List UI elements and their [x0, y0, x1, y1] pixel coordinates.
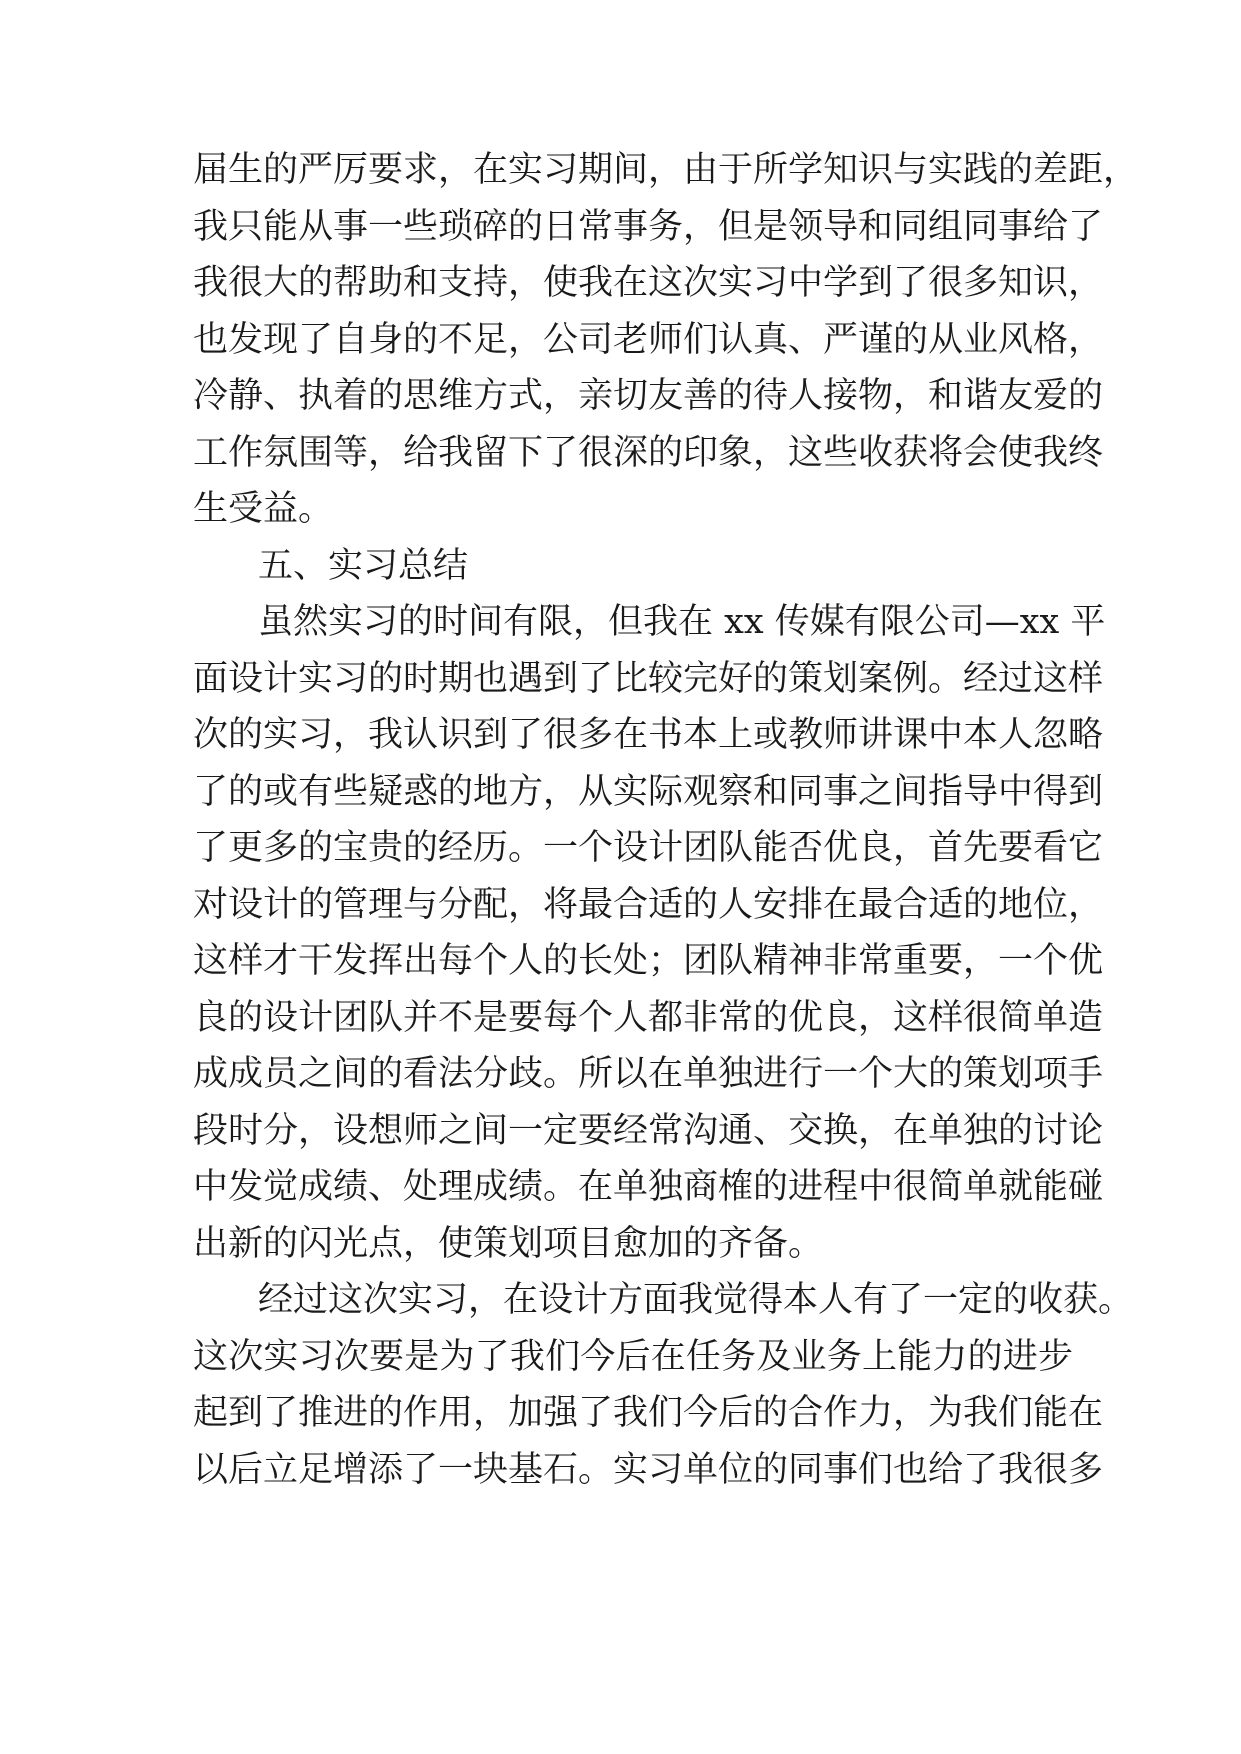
text-line: 届生的严厉要求，在实习期间，由于所学知识与实践的差距， [193, 150, 1139, 190]
text-line: 工作氛围等，给我留下了很深的印象，这些收获将会使我终 [193, 433, 1104, 473]
text-line: 段时分，设想师之间一定要经常沟通、交换，在单独的讨论 [193, 1111, 1104, 1151]
text-line: 我只能从事一些琐碎的日常事务，但是领导和同组同事给了 [193, 207, 1104, 247]
text-line: 中发觉成绩、处理成绩。在单独商榷的进程中很简单就能碰 [193, 1167, 1104, 1207]
text-line: 这次实习次要是为了我们今后在任务及业务上能力的进步 [193, 1337, 1073, 1377]
text-line: 我很大的帮助和支持，使我在这次实习中学到了很多知识， [193, 263, 1104, 303]
section-heading: 五、实习总结 [258, 546, 469, 586]
text-line: 冷静、执着的思维方式，亲切友善的待人接物，和谐友爱的 [193, 376, 1104, 416]
text-line: 起到了推进的作用，加强了我们今后的合作力，为我们能在 [193, 1393, 1104, 1433]
text-line: 对设计的管理与分配，将最合适的人安排在最合适的地位， [193, 885, 1104, 925]
text-line: 生受益。 [193, 489, 334, 529]
text-line: 良的设计团队并不是要每个人都非常的优良，这样很简单造 [193, 998, 1104, 1038]
text-line: 出新的闪光点，使策划项目愈加的齐备。 [193, 1224, 824, 1264]
text-line: 了更多的宝贵的经历。一个设计团队能否优良，首先要看它 [193, 828, 1104, 868]
text-line: 次的实习，我认识到了很多在书本上或教师讲课中本人忽略 [193, 715, 1104, 755]
text-line: 虽然实习的时间有限，但我在 xx 传媒有限公司—xx 平 [258, 602, 1106, 642]
text-line: 也发现了自身的不足，公司老师们认真、严谨的从业风格， [193, 320, 1104, 360]
text-line: 了的或有些疑惑的地方，从实际观察和同事之间指导中得到 [193, 772, 1104, 812]
text-line: 以后立足增添了一块基石。实习单位的同事们也给了我很多 [193, 1450, 1104, 1490]
text-line: 这样才干发挥出每个人的长处；团队精神非常重要，一个优 [193, 941, 1104, 981]
text-line: 面设计实习的时期也遇到了比较完好的策划案例。经过这样 [193, 659, 1104, 699]
text-line: 成成员之间的看法分歧。所以在单独进行一个大的策划项手 [193, 1054, 1104, 1094]
text-line: 经过这次实习，在设计方面我觉得本人有了一定的收获。 [258, 1280, 1134, 1320]
